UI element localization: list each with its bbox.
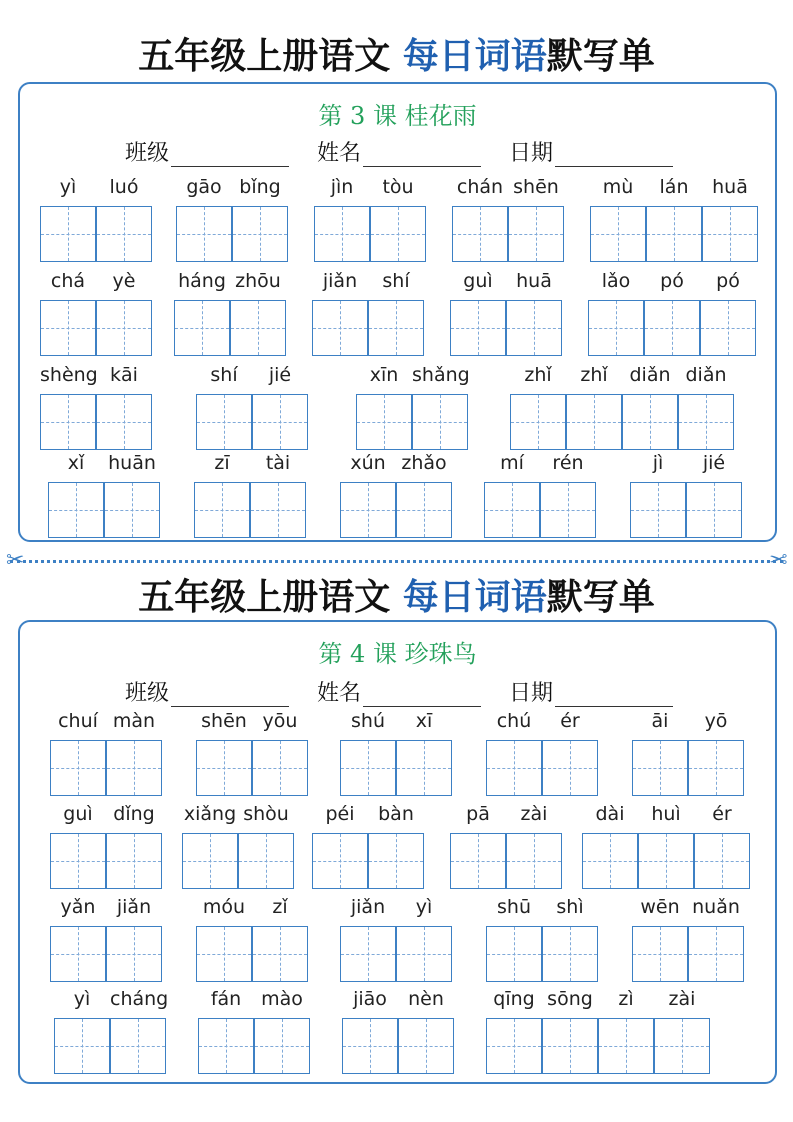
writing-box[interactable] — [110, 1018, 166, 1074]
writing-box[interactable] — [106, 833, 162, 889]
writing-box[interactable] — [590, 206, 646, 262]
writing-box[interactable] — [96, 300, 152, 356]
word-item — [340, 452, 452, 538]
writing-box[interactable] — [196, 740, 252, 796]
writing-box[interactable] — [104, 482, 160, 538]
pinyin-syllable: chú — [496, 710, 532, 732]
class-label: 班级 — [125, 141, 170, 166]
word-item — [50, 896, 162, 982]
lesson-title: 第 3 课 桂花雨 — [318, 102, 477, 130]
writing-box[interactable] — [686, 482, 742, 538]
word-item — [54, 988, 169, 1074]
class-field[interactable] — [125, 136, 289, 167]
pinyin-syllable: zǐ — [272, 896, 288, 918]
word-item — [40, 176, 152, 262]
word-item — [50, 710, 162, 796]
writing-box[interactable] — [340, 482, 396, 538]
writing-box[interactable] — [356, 394, 412, 450]
class-label: 班级 — [125, 681, 170, 706]
pinyin-syllable: kāi — [110, 364, 138, 386]
word-item — [452, 176, 564, 262]
word-item — [486, 710, 598, 796]
writing-box[interactable] — [250, 482, 306, 538]
writing-box[interactable] — [198, 1018, 254, 1074]
word-item — [312, 270, 424, 356]
pinyin-syllable: zhōu — [235, 270, 281, 292]
word-item — [486, 988, 710, 1074]
writing-box[interactable] — [582, 833, 638, 889]
pinyin-syllable: shēn — [513, 176, 559, 198]
writing-box[interactable] — [506, 300, 562, 356]
word-item — [450, 270, 562, 356]
writing-box[interactable] — [96, 394, 152, 450]
scissors-icon: ✂ — [768, 548, 787, 573]
writing-box[interactable] — [368, 300, 424, 356]
pinyin-syllable: zì — [618, 988, 634, 1010]
word-item — [314, 176, 426, 262]
writing-box[interactable] — [54, 1018, 110, 1074]
writing-box[interactable] — [396, 482, 452, 538]
pinyin-syllable: mí — [500, 452, 524, 474]
writing-box[interactable] — [254, 1018, 310, 1074]
word-item — [176, 176, 288, 262]
word-item — [196, 364, 308, 450]
pinyin-syllable: jì — [652, 452, 664, 474]
pinyin-syllable: zhǐ — [524, 364, 552, 386]
scissors-icon: ✂ — [6, 548, 25, 573]
word-item — [630, 452, 742, 538]
pinyin-syllable: bàn — [378, 803, 414, 825]
pinyin-syllable: huā — [516, 270, 552, 292]
pinyin-syllable: jié — [268, 364, 292, 386]
writing-box[interactable] — [50, 740, 106, 796]
pinyin-syllable: móu — [202, 896, 246, 918]
pinyin-syllable: yì — [59, 176, 77, 198]
sheet-title — [0, 569, 793, 625]
writing-box[interactable] — [542, 740, 598, 796]
writing-box[interactable] — [96, 206, 152, 262]
pinyin-syllable: dài — [595, 803, 625, 825]
pinyin-syllable: diǎn — [685, 364, 727, 386]
word-item — [510, 364, 734, 450]
writing-box[interactable] — [342, 1018, 398, 1074]
writing-box[interactable] — [196, 926, 252, 982]
pinyin-syllable: jiǎn — [322, 270, 358, 292]
pinyin-syllable: jiǎn — [350, 896, 386, 918]
writing-box[interactable] — [508, 206, 564, 262]
word-item — [590, 176, 758, 262]
pinyin-syllable: mù — [602, 176, 634, 198]
pinyin-syllable: xiǎng — [183, 803, 237, 825]
pinyin-syllable: péi — [325, 803, 355, 825]
pinyin-syllable: shǎng — [412, 364, 470, 386]
writing-box[interactable] — [230, 300, 286, 356]
worksheet-lesson-4 — [0, 565, 793, 1122]
writing-box[interactable] — [368, 833, 424, 889]
writing-box[interactable] — [450, 833, 506, 889]
word-item — [194, 452, 306, 538]
pinyin-syllable: diǎn — [629, 364, 671, 386]
pinyin-syllable: tài — [265, 452, 291, 474]
word-item — [174, 270, 286, 356]
pinyin-syllable: luó — [109, 176, 139, 198]
writing-box[interactable] — [486, 740, 542, 796]
pinyin-syllable: pā — [466, 803, 490, 825]
pinyin-syllable: yì — [73, 988, 91, 1010]
class-field[interactable] — [125, 676, 289, 707]
writing-box[interactable] — [510, 394, 566, 450]
date-label: 日期 — [509, 681, 554, 706]
pinyin-syllable: xī — [415, 710, 433, 732]
word-item — [50, 803, 162, 889]
date-field[interactable] — [509, 136, 673, 167]
title-end: 默写单 — [546, 576, 655, 618]
pinyin-syllable: chá — [50, 270, 86, 292]
writing-box[interactable] — [486, 1018, 542, 1074]
word-item — [196, 710, 308, 796]
pinyin-syllable: rén — [552, 452, 584, 474]
pinyin-syllable: xún — [350, 452, 386, 474]
writing-box[interactable] — [646, 206, 702, 262]
pinyin-syllable: dǐng — [113, 803, 155, 825]
writing-box[interactable] — [196, 394, 252, 450]
writing-box[interactable] — [484, 482, 540, 538]
pinyin-syllable: guì — [463, 270, 493, 292]
pinyin-syllable: jìn — [330, 176, 354, 198]
pinyin-syllable: jiǎn — [116, 896, 152, 918]
worksheet-lesson-3 — [0, 0, 793, 545]
writing-box[interactable] — [688, 926, 744, 982]
writing-box[interactable] — [598, 1018, 654, 1074]
pinyin-syllable: shì — [556, 896, 584, 918]
word-item — [198, 988, 310, 1074]
writing-box[interactable] — [412, 394, 468, 450]
pinyin-syllable: guì — [63, 803, 93, 825]
pinyin-syllable: háng — [178, 270, 226, 292]
writing-box[interactable] — [106, 926, 162, 982]
pinyin-syllable: mào — [261, 988, 303, 1010]
word-item — [40, 270, 152, 356]
word-item — [48, 452, 160, 538]
pinyin-syllable: shòu — [243, 803, 289, 825]
pinyin-syllable: pó — [660, 270, 684, 292]
writing-box[interactable] — [370, 206, 426, 262]
pinyin-syllable: ér — [560, 710, 580, 732]
word-item — [40, 364, 152, 450]
pinyin-syllable: yōu — [262, 710, 298, 732]
writing-box[interactable] — [50, 926, 106, 982]
writing-box[interactable] — [630, 482, 686, 538]
pinyin-syllable: chuí — [58, 710, 98, 732]
writing-box[interactable] — [174, 300, 230, 356]
writing-box[interactable] — [238, 833, 294, 889]
pinyin-syllable: nèn — [408, 988, 444, 1010]
name-field[interactable] — [317, 136, 481, 167]
title-highlight: 每日词语 — [402, 576, 547, 618]
writing-box[interactable] — [450, 300, 506, 356]
word-item — [340, 710, 452, 796]
pinyin-syllable: zhǎo — [401, 452, 447, 474]
lesson-title: 第 4 课 珍珠鸟 — [318, 640, 477, 668]
writing-box[interactable] — [176, 206, 232, 262]
writing-box[interactable] — [232, 206, 288, 262]
writing-box[interactable] — [700, 300, 756, 356]
word-item — [182, 803, 294, 889]
writing-box[interactable] — [702, 206, 758, 262]
name-label: 姓名 — [317, 681, 362, 706]
writing-box[interactable] — [622, 394, 678, 450]
writing-box[interactable] — [396, 926, 452, 982]
pinyin-syllable: xǐ — [67, 452, 85, 474]
writing-box[interactable] — [340, 740, 396, 796]
pinyin-syllable: huì — [651, 803, 681, 825]
pinyin-syllable: nuǎn — [692, 896, 740, 918]
writing-box[interactable] — [632, 740, 688, 796]
writing-box[interactable] — [486, 926, 542, 982]
pinyin-syllable: yǎn — [60, 896, 96, 918]
pinyin-syllable: shí — [382, 270, 410, 292]
pinyin-syllable: zī — [214, 452, 230, 474]
writing-box[interactable] — [644, 300, 700, 356]
writing-box[interactable] — [396, 740, 452, 796]
date-field[interactable] — [509, 676, 673, 707]
word-item — [632, 710, 744, 796]
pinyin-syllable: jié — [702, 452, 726, 474]
pinyin-syllable: yì — [415, 896, 433, 918]
writing-box[interactable] — [40, 206, 96, 262]
writing-box[interactable] — [654, 1018, 710, 1074]
writing-box[interactable] — [540, 482, 596, 538]
writing-box[interactable] — [182, 833, 238, 889]
title-end: 默写单 — [546, 35, 655, 77]
writing-box[interactable] — [40, 300, 96, 356]
pinyin-syllable: jiāo — [353, 988, 387, 1010]
word-item — [342, 988, 454, 1074]
writing-box[interactable] — [312, 300, 368, 356]
pinyin-syllable: shú — [351, 710, 385, 732]
sheet-title — [0, 28, 793, 84]
pinyin-syllable: xīn — [369, 364, 399, 386]
pinyin-syllable: shí — [210, 364, 238, 386]
word-item — [486, 896, 598, 982]
writing-box[interactable] — [694, 833, 750, 889]
pinyin-syllable: yō — [704, 710, 728, 732]
pinyin-syllable: yè — [112, 270, 136, 292]
writing-box[interactable] — [48, 482, 104, 538]
word-item — [632, 896, 744, 982]
writing-box[interactable] — [312, 833, 368, 889]
cut-line — [10, 560, 783, 563]
name-label: 姓名 — [317, 141, 362, 166]
writing-box[interactable] — [398, 1018, 454, 1074]
writing-box[interactable] — [340, 926, 396, 982]
pinyin-syllable: cháng — [110, 988, 169, 1010]
word-item — [312, 803, 424, 889]
pinyin-syllable: lán — [659, 176, 689, 198]
writing-box[interactable] — [638, 833, 694, 889]
writing-box[interactable] — [566, 394, 622, 450]
pinyin-syllable: āi — [651, 710, 669, 732]
title-highlight: 每日词语 — [402, 35, 547, 77]
word-item — [484, 452, 596, 538]
pinyin-syllable: huān — [108, 452, 156, 474]
word-item — [356, 364, 468, 450]
pinyin-syllable: zài — [520, 803, 548, 825]
word-item — [196, 896, 308, 982]
pinyin-syllable: chán — [456, 176, 504, 198]
pinyin-syllable: tòu — [382, 176, 414, 198]
pinyin-syllable: lǎo — [601, 270, 631, 292]
date-label: 日期 — [509, 141, 554, 166]
pinyin-syllable: bǐng — [239, 176, 281, 198]
writing-box[interactable] — [588, 300, 644, 356]
pinyin-syllable: huā — [712, 176, 748, 198]
writing-box[interactable] — [252, 740, 308, 796]
writing-box[interactable] — [542, 1018, 598, 1074]
writing-box[interactable] — [542, 926, 598, 982]
writing-box[interactable] — [252, 926, 308, 982]
info-line — [20, 676, 775, 706]
pinyin-syllable: pó — [716, 270, 740, 292]
pinyin-syllable: fán — [210, 988, 242, 1010]
word-item — [582, 803, 750, 889]
title-plain: 五年级上册语文 — [138, 35, 403, 77]
writing-box[interactable] — [452, 206, 508, 262]
worksheet-panel — [18, 82, 777, 542]
writing-box[interactable] — [50, 833, 106, 889]
pinyin-syllable: zài — [668, 988, 696, 1010]
word-item — [588, 270, 756, 356]
writing-box[interactable] — [314, 206, 370, 262]
word-item — [340, 896, 452, 982]
writing-box[interactable] — [40, 394, 96, 450]
writing-box[interactable] — [106, 740, 162, 796]
pinyin-syllable: zhǐ — [580, 364, 608, 386]
word-item — [450, 803, 562, 889]
worksheet-panel — [18, 620, 777, 1084]
info-line — [20, 136, 775, 166]
pinyin-syllable: shū — [497, 896, 531, 918]
name-field[interactable] — [317, 676, 481, 707]
pinyin-syllable: qīng — [493, 988, 535, 1010]
writing-box[interactable] — [194, 482, 250, 538]
pinyin-syllable: wēn — [640, 896, 680, 918]
pinyin-syllable: shèng — [40, 364, 98, 386]
pinyin-syllable: gāo — [186, 176, 222, 198]
writing-box[interactable] — [632, 926, 688, 982]
title-plain: 五年级上册语文 — [138, 576, 403, 618]
pinyin-syllable: ér — [712, 803, 732, 825]
pinyin-syllable: shēn — [201, 710, 247, 732]
pinyin-syllable: màn — [112, 710, 156, 732]
writing-box[interactable] — [506, 833, 562, 889]
writing-box[interactable] — [678, 394, 734, 450]
writing-box[interactable] — [252, 394, 308, 450]
pinyin-syllable: sōng — [547, 988, 593, 1010]
writing-box[interactable] — [688, 740, 744, 796]
